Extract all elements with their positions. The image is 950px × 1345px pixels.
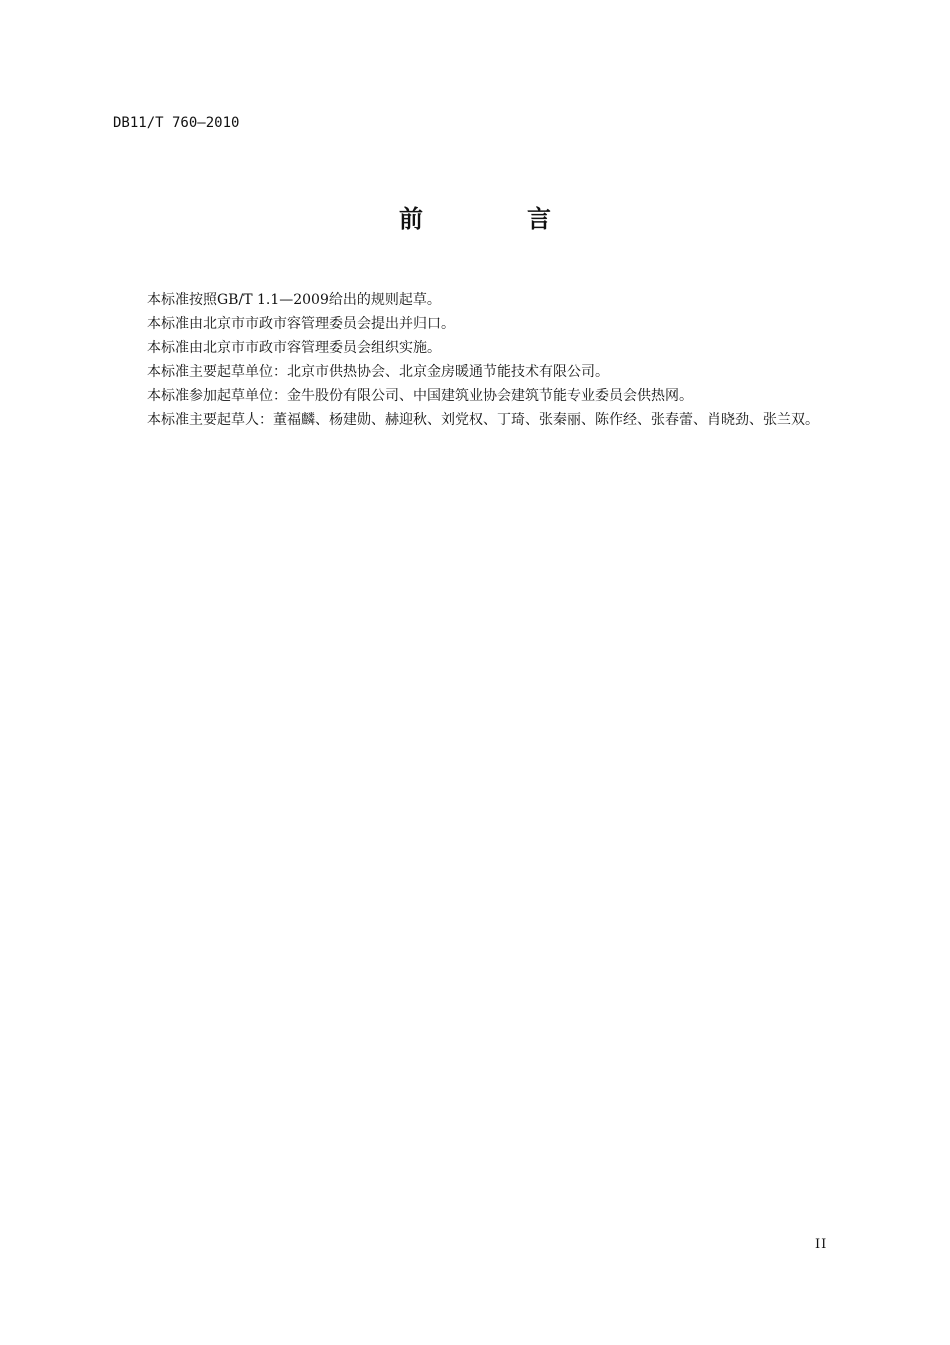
page-number: II <box>815 1237 828 1252</box>
standard-code: DB11/T 760—2010 <box>113 115 240 131</box>
paragraph-participating-units: 本标准参加起草单位：金牛股份有限公司、中国建筑业协会建筑节能专业委员会供热网。 <box>147 388 693 404</box>
paragraph-implemented-by: 本标准由北京市市政市容管理委员会组织实施。 <box>147 340 441 356</box>
page-title: 前 言 <box>399 205 591 233</box>
paragraph-main-drafting-units: 本标准主要起草单位：北京市供热协会、北京金房暖通节能技术有限公司。 <box>147 364 609 380</box>
foreword-body <box>113 288 863 432</box>
paragraph-proposed-by: 本标准由北京市市政市容管理委员会提出并归口。 <box>147 316 455 332</box>
paragraph-main-drafters: 本标准主要起草人：董福麟、杨建勋、赫迎秋、刘党权、丁琦、张秦丽、陈作经、张春蕾、肖晓劲、张兰双。 <box>147 412 819 428</box>
paragraph-drafting-rules: 本标准按照GB/T 1.1—2009给出的规则起草。 <box>147 292 441 308</box>
